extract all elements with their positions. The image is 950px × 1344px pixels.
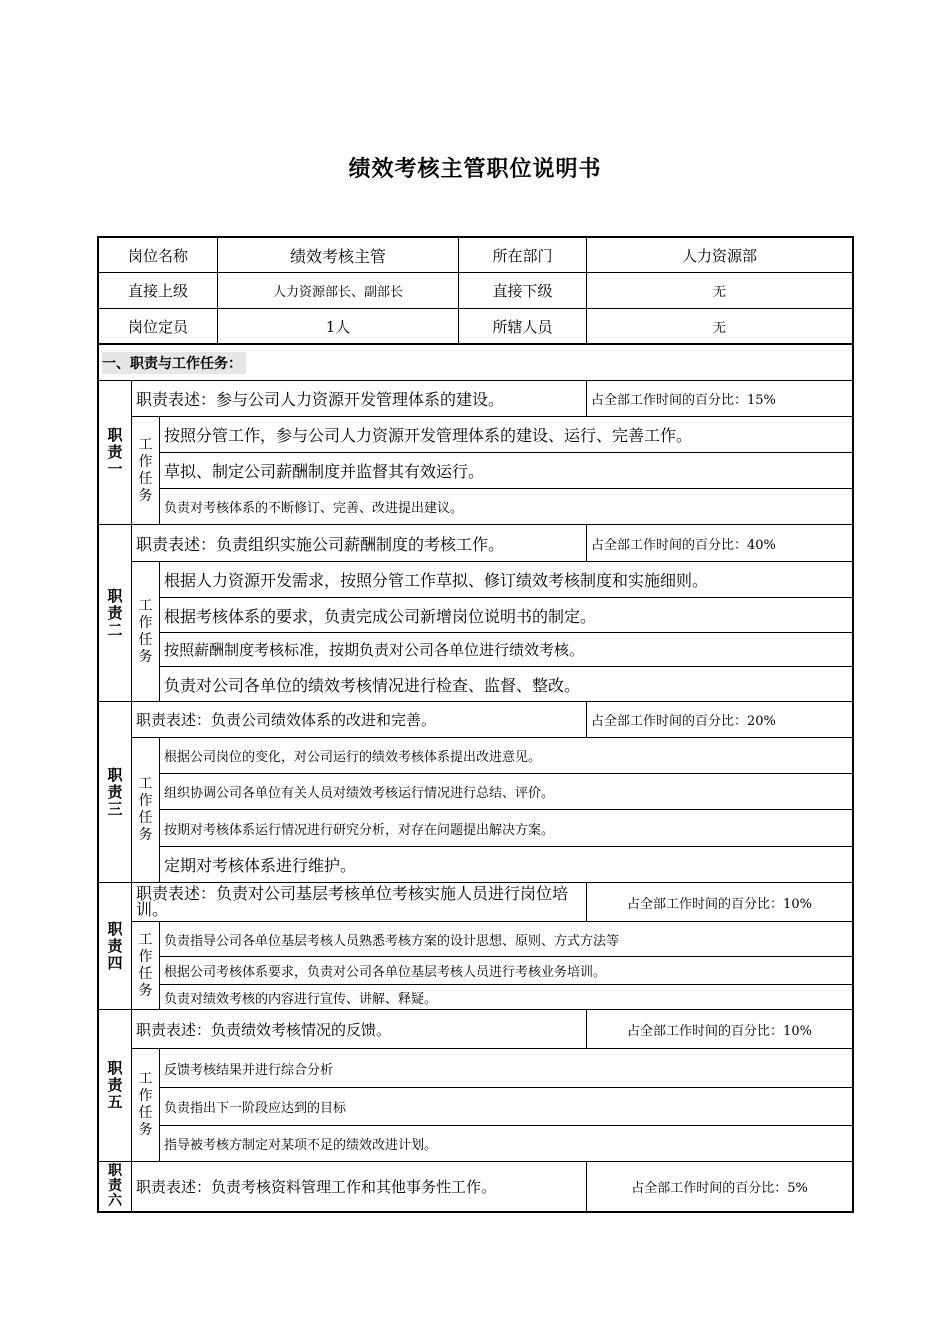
- basic-value: 无: [587, 309, 852, 345]
- task-item: 定期对考核体系进行维护。: [160, 847, 852, 883]
- section-title: 一、职责与工作任务：: [102, 352, 246, 374]
- task-label: 工 作 任 务: [132, 922, 160, 1010]
- duty-time-percent: 占全部工作时间的百分比：10%: [587, 1010, 852, 1049]
- page-title: 绩效考核主管职位说明书: [348, 157, 602, 182]
- task-label: 工 作 任 务: [132, 562, 160, 702]
- duty-description: 职责表述：负责绩效考核情况的反馈。: [132, 1010, 587, 1049]
- duty-description: 职责表述：参与公司人力资源开发管理体系的建设。: [132, 381, 587, 417]
- basic-label: 所在部门: [459, 238, 587, 273]
- task-item: 根据人力资源开发需求，按照分管工作草拟、修订绩效考核制度和实施细则。: [160, 562, 852, 598]
- basic-value: 人力资源部长、副部长: [218, 273, 459, 309]
- task-item: 负责对考核体系的不断修订、完善、改进提出建议。: [160, 489, 852, 525]
- basic-label: 直接下级: [459, 273, 587, 309]
- task-item: 负责对绩效考核的内容进行宣传、讲解、释疑。: [160, 985, 852, 1010]
- task-item: 根据公司考核体系要求，负责对公司各单位基层考核人员进行考核业务培训。: [160, 957, 852, 985]
- basic-label: 岗位定员: [99, 309, 218, 345]
- duty-time-percent: 占全部工作时间的百分比：5%: [631, 1181, 808, 1196]
- task-item: 负责指出下一阶段应达到的目标: [160, 1088, 852, 1126]
- duty-label: 职 责 一: [99, 381, 132, 525]
- task-item: 组织协调公司各单位有关人员对绩效考核运行情况进行总结、评价。: [160, 774, 852, 810]
- duty-label: 职 责 四: [99, 883, 132, 1010]
- task-item: 根据公司岗位的变化，对公司运行的绩效考核体系提出改进意见。: [160, 738, 852, 774]
- duty-time-percent: 占全部工作时间的百分比：15%: [587, 381, 852, 417]
- task-item: 按照薪酬制度考核标准，按期负责对公司各单位进行绩效考核。: [160, 633, 852, 667]
- section-header: [99, 345, 852, 381]
- duty-time-percent: 占全部工作时间的百分比：40%: [587, 525, 852, 562]
- task-item: 指导被考核方制定对某项不足的绩效改进计划。: [160, 1126, 852, 1162]
- task-item: 负责指导公司各单位基层考核人员熟悉考核方案的设计思想、原则、方式方法等: [160, 922, 852, 957]
- basic-value: 无: [587, 273, 852, 309]
- duty-label: 职 责 六: [99, 1162, 132, 1211]
- duty-description: 职责表述：负责组织实施公司薪酬制度的考核工作。: [132, 525, 587, 562]
- duty-label: 职 责 二: [99, 525, 132, 702]
- duty-label: 职 责 三: [99, 702, 132, 883]
- basic-label: 直接上级: [99, 273, 218, 309]
- basic-value: 绩效考核主管: [218, 238, 459, 273]
- duty-time-percent: 占全部工作时间的百分比：10%: [587, 883, 852, 922]
- task-label: 工 作 任 务: [132, 738, 160, 883]
- task-label: 工 作 任 务: [132, 1049, 160, 1162]
- basic-label: 岗位名称: [99, 238, 218, 273]
- task-item: 草拟、制定公司薪酬制度并监督其有效运行。: [160, 453, 852, 489]
- task-item: 按照分管工作，参与公司人力资源开发管理体系的建设、运行、完善工作。: [160, 417, 852, 453]
- duty-description: 职责表述：负责公司绩效体系的改进和完善。: [132, 702, 587, 738]
- duty-description: 职责表述：负责对公司基层考核单位考核实施人员进行岗位培训。: [132, 883, 587, 922]
- task-item: 负责对公司各单位的绩效考核情况进行检查、监督、整改。: [160, 667, 852, 702]
- duty-description: 职责表述：负责考核资料管理工作和其他事务性工作。: [132, 1162, 587, 1211]
- task-item: 按期对考核体系运行情况进行研究分析，对存在问题提出解决方案。: [160, 810, 852, 847]
- task-item: 根据考核体系的要求，负责完成公司新增岗位说明书的制定。: [160, 598, 852, 633]
- duty-time-percent: 占全部工作时间的百分比：20%: [587, 702, 852, 738]
- task-item: 反馈考核结果并进行综合分析: [160, 1049, 852, 1088]
- duty-label: 职 责 五: [99, 1010, 132, 1162]
- basic-value: 人力资源部: [587, 238, 852, 273]
- basic-value: 1人: [218, 309, 459, 345]
- task-label: 工 作 任 务: [132, 417, 160, 525]
- basic-label: 所辖人员: [459, 309, 587, 345]
